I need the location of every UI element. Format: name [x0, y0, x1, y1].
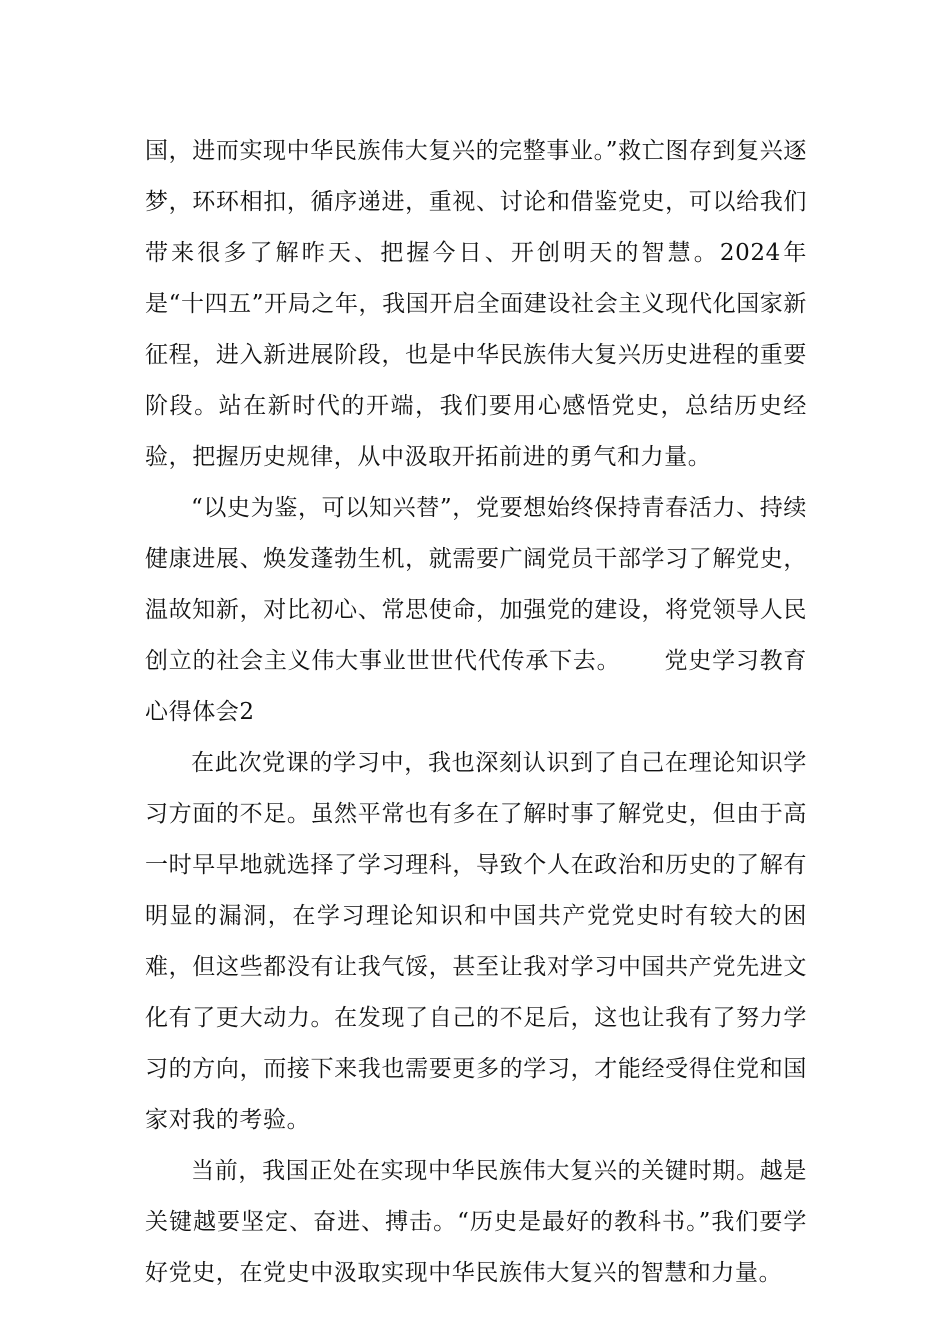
paragraph-4: 当前，我国正处在实现中华民族伟大复兴的关键时期。越是关键越要坚定、奋进、搏击。“历史是最好的教科书。”我们要学好党史，在党史中汲取实现中华民族伟大复兴的智慧和力量。 — [145, 1158, 807, 1286]
paragraph-3: 在此次党课的学习中，我也深刻认识到了自己在理论知识学习方面的不足。虽然平常也有多在了解时事了解党史，但由于高一时早早地就选择了学习理科，导致个人在政治和历史的了解有明显的漏洞，在学习理论知识和中国共产党党史时有较大的困难，但这些都没有让我气馁，甚至让我对学习中国共产党先进文化有了更大动力。在发现了自己的不足后，这也让我有了努力学习的方向，而接下来我也需要更多的学习，才能经受得住党和国家对我的考验。 — [145, 750, 807, 1133]
paragraph-1: 国，进而实现中华民族伟大复兴的完整事业。”救亡图存到复兴逐梦，环环相扣，循序递进，重视、讨论和借鉴党史，可以给我们带来很多了解昨天、把握今日、开创明天的智慧。2024年是“十四五”开局之年，我国开启全面建设社会主义现代化国家新征程，进入新进展阶段，也是中华民族伟大复兴历史进程的重要阶段。站在新时代的开端，我们要用心感悟党史，总结历史经验，把握历史规律，从中汲取开拓前进的勇气和力量。 — [145, 138, 807, 470]
paragraph-2: “以史为鉴，可以知兴替”，党要想始终保持青春活力、持续健康进展、焕发蓬勃生机，就需要广阔党员干部学习了解党史，温故知新，对比初心、常思使命，加强党的建设，将党领导人民创立的社会主义伟大事业世世代代传承下去。 党史学习教育心得体会2 — [145, 495, 807, 725]
document-body — [145, 126, 807, 1299]
